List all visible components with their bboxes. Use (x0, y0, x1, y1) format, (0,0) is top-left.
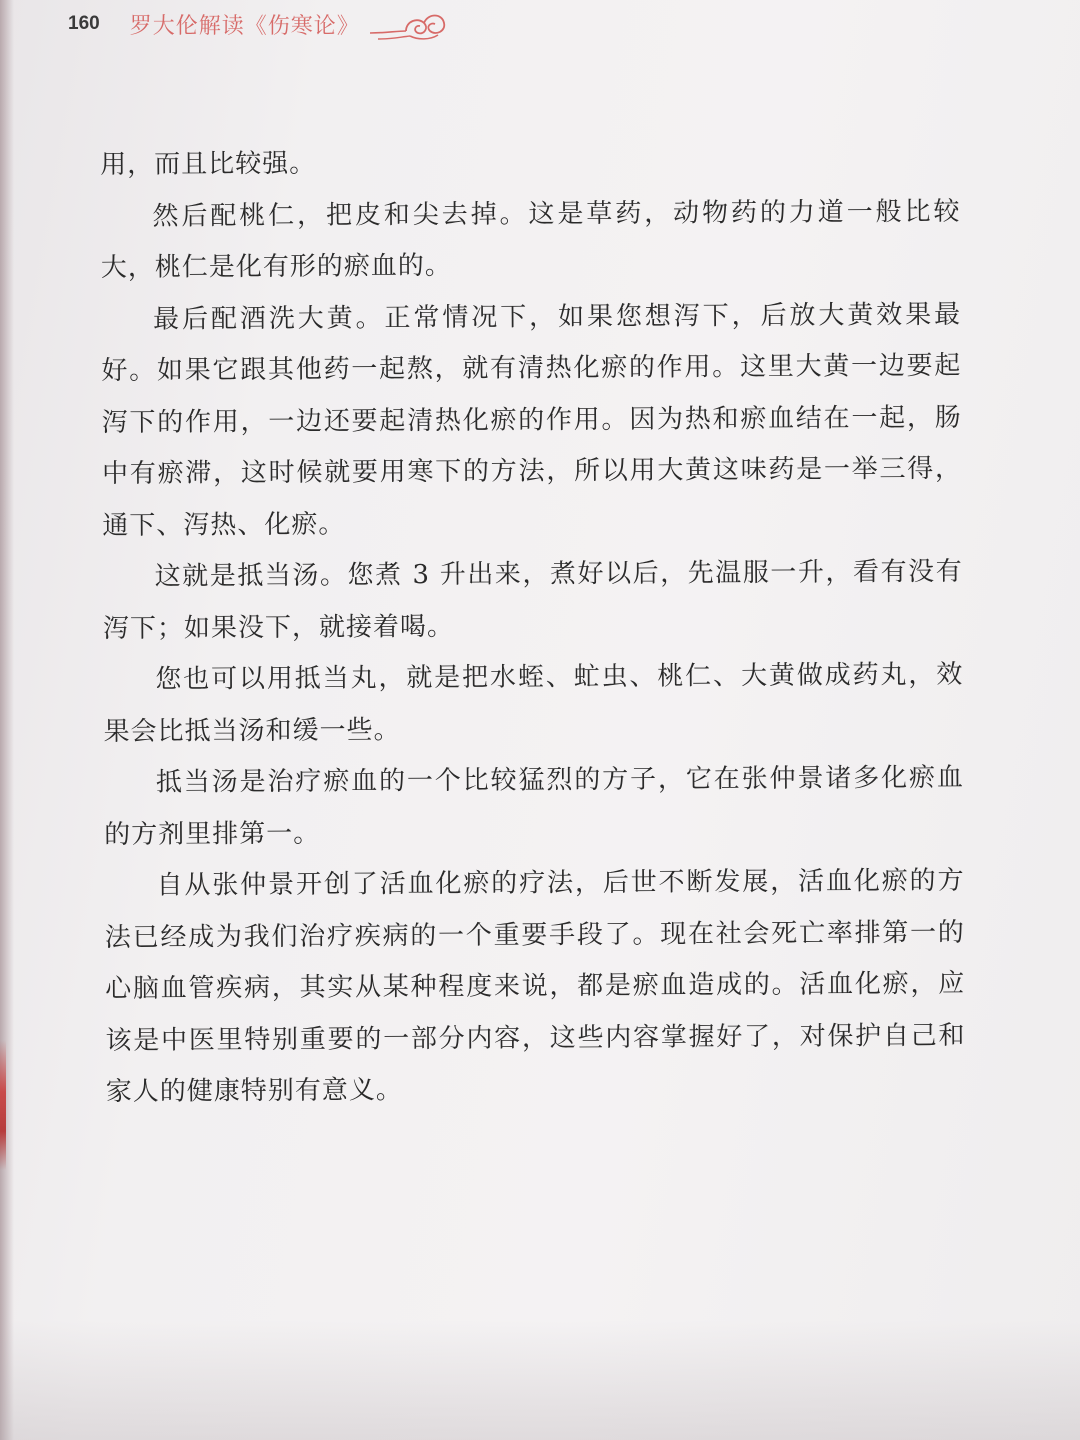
page-number: 160 (68, 13, 100, 34)
paragraph-7: 自从张仲景开创了活血化瘀的疗法，后世不断发展，活血化瘀的方法已经成为我们治疗疾病的一个重要手段了。现在社会死亡率排第一的心脑血管疾病，其实从某种程度来说，都是瘀血造成的。活血化瘀，应该是中医里特别重要的一部分内容，这些内容掌握好了，对保护自己和家人的健康特别有意义。 (104, 865, 966, 1107)
paragraph-1: 用，而且比较强。 (100, 148, 317, 180)
paragraph-5: 您也可以用抵当丸，就是把水蛭、虻虫、桃仁、大黄做成药丸，效果会比抵当汤和缓一些。 (103, 659, 964, 747)
page-bottom-shadow (0, 1320, 1080, 1440)
page-edge-shadow (0, 0, 14, 1440)
paragraph-6: 抵当汤是治疗瘀血的一个比较猛烈的方子，它在张仲景诸多化瘀血的方剂里排第一。 (104, 762, 965, 850)
cloud-ornament-icon (366, 9, 448, 45)
book-edge-ribbon (0, 1040, 6, 1170)
paragraph-4: 这就是抵当汤。您煮 3 升出来，煮好以后，先温服一升，看有没有泻下；如果没下，就接着喝。 (102, 556, 963, 644)
running-title: 罗大伦解读《伤寒论》 (129, 13, 360, 39)
page-body (100, 135, 966, 1119)
paragraph-2: 然后配桃仁，把皮和尖去掉。这是草药，动物药的力道一般比较大，桃仁是化有形的瘀血的。 (100, 196, 961, 283)
page-header (68, 4, 448, 44)
paragraph-3: 最后配酒洗大黄。正常情况下，如果您想泻下，后放大黄效果最好。如果它跟其他药一起熬，就有清热化瘀的作用。这里大黄一边要起泻下的作用，一边还要起清热化瘀的作用。因为热和瘀血结在一起，肠中有瘀滞，这时候就要用寒下的方法，所以用大黄这味药是一举三得，通下、泻热、化瘀。 (101, 299, 963, 541)
